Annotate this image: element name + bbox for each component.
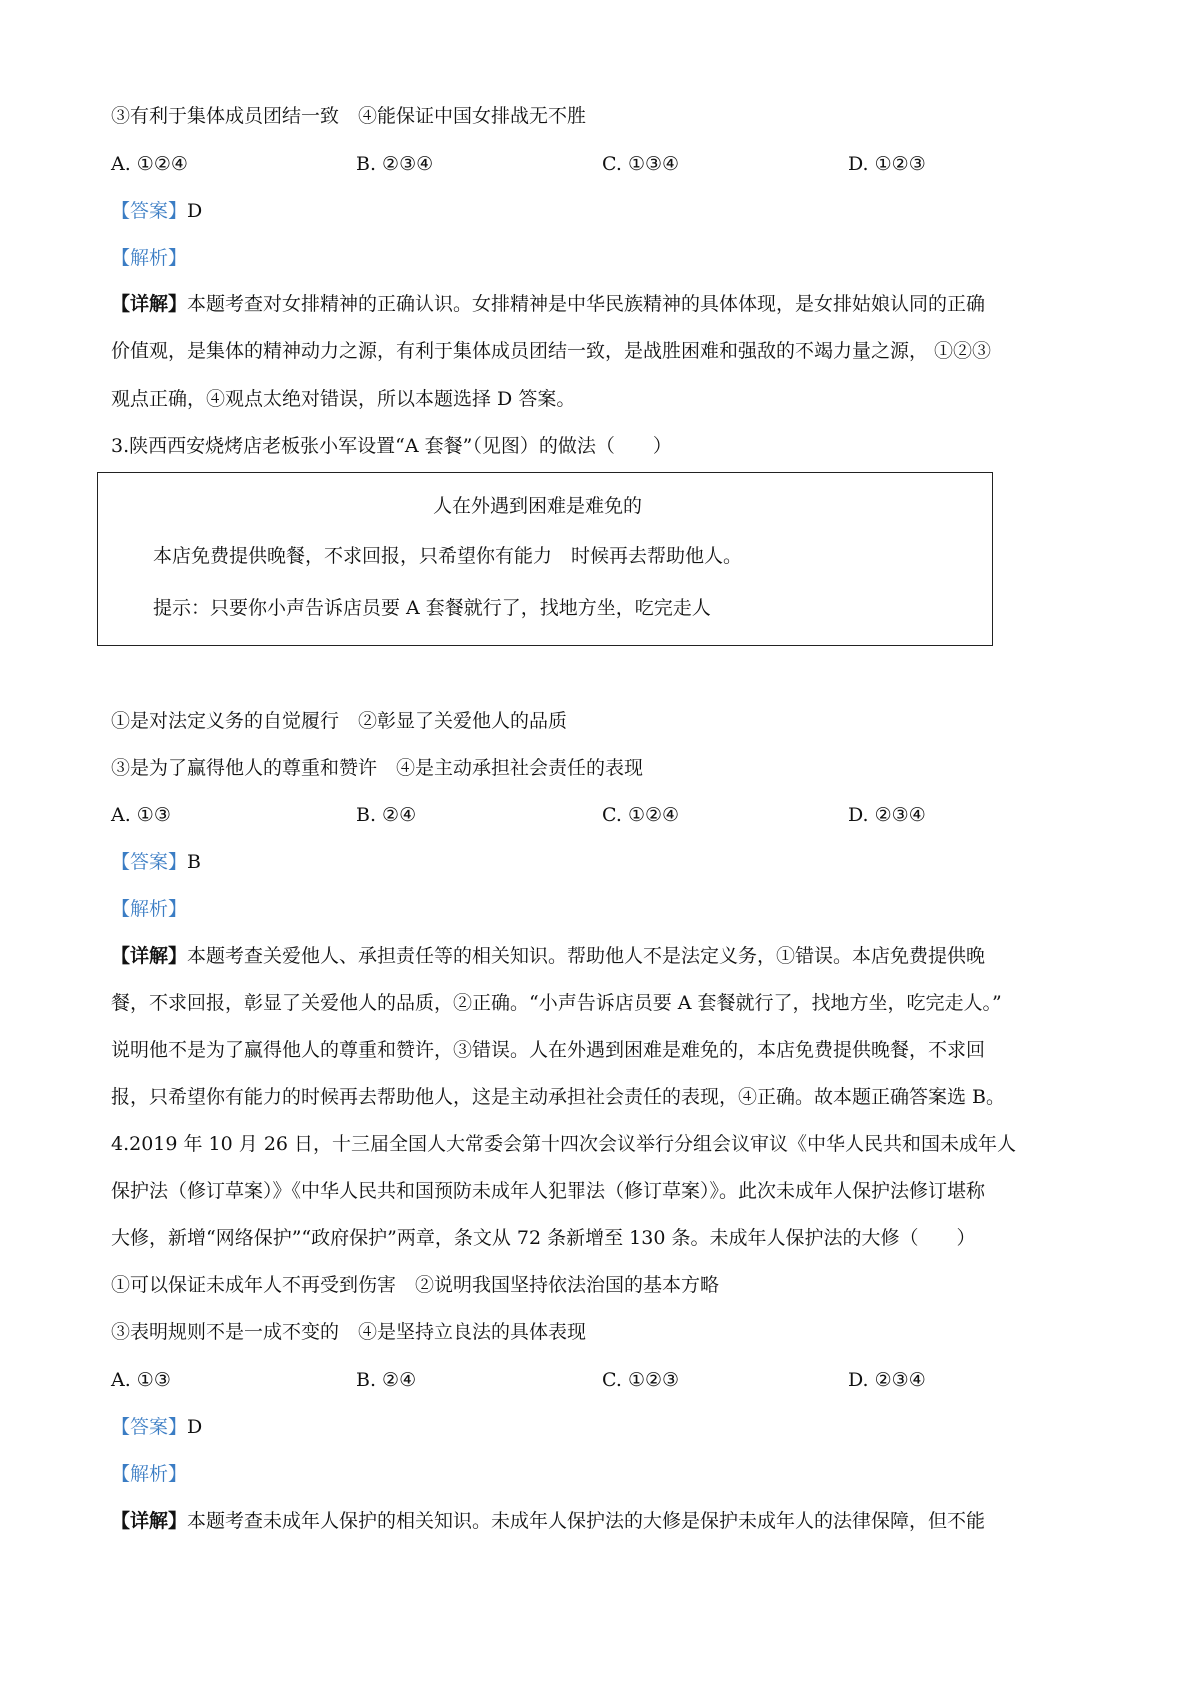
q3-stem: 3.陕西西安烧烤店老板张小军设置“A 套餐”（见图）的做法（ ） (111, 435, 672, 457)
q4-analysis-tag: 【解析】 (111, 1463, 188, 1485)
q2-choice-c: C. ①③④ (602, 153, 680, 175)
answer-value: D (187, 200, 203, 222)
answer-tag: 【答案】 (111, 1416, 188, 1438)
q2-choice-d: D. ①②③ (848, 153, 926, 175)
q3-analysis-tag: 【解析】 (111, 898, 188, 920)
q3-choice-b: B. ②④ (356, 804, 417, 826)
q3-notice-box (97, 472, 993, 646)
q4-choice-a: A. ①③ (111, 1369, 171, 1391)
detail-tag: 【详解】 (111, 945, 188, 967)
detail-tag: 【详解】 (111, 1510, 188, 1532)
q4-stem-line-3: 大修，新增“网络保护”“政府保护”两章，条文从 72 条新增至 130 条。未成年人保护法的大修（ ） (111, 1227, 976, 1249)
q4-stem-line-2: 保护法（修订草案）》《中华人民共和国预防未成年人犯罪法（修订草案）》。此次未成年人保护法修订堪称 (111, 1180, 986, 1202)
q4-choice-d: D. ②③④ (848, 1369, 926, 1391)
q3-option-line-2: ③是为了赢得他人的尊重和赞许 ④是主动承担社会责任的表现 (111, 757, 644, 779)
q4-option-line-1: ①可以保证未成年人不再受到伤害 ②说明我国坚持依法治国的基本方略 (111, 1274, 720, 1296)
q4-choice-c: C. ①②③ (602, 1369, 680, 1391)
q3-detail-line-3: 说明他不是为了赢得他人的尊重和赞许，③错误。人在外遇到困难是难免的，本店免费提供晚餐，不求回 (111, 1039, 986, 1061)
detail-text: 本题考查未成年人保护的相关知识。未成年人保护法的大修是保护未成年人的法律保障，但不能 (187, 1510, 986, 1532)
answer-value: D (187, 1416, 203, 1438)
q2-detail-line-3: 观点正确，④观点太绝对错误，所以本题选择 D 答案。 (111, 388, 576, 410)
q4-stem-line-1: 4.2019 年 10 月 26 日，十三届全国人大常委会第十四次会议举行分组会议审议《中华人民共和国未成年人 (111, 1133, 1017, 1155)
q2-detail-line-2: 价值观，是集体的精神动力之源，有利于集体成员团结一致，是战胜困难和强敌的不竭力量之源， ①②③ (111, 340, 992, 362)
q2-detail-line-1 (111, 291, 985, 317)
answer-tag: 【答案】 (111, 851, 188, 873)
q2-choice-a: A. ①②④ (111, 153, 188, 175)
q3-choice-a: A. ①③ (111, 804, 171, 826)
answer-value: B (187, 851, 201, 873)
q3-detail-line-1 (111, 943, 985, 969)
q2-choice-b: B. ②③④ (356, 153, 434, 175)
detail-text: 本题考查对女排精神的正确认识。女排精神是中华民族精神的具体体现，是女排姑娘认同的正确 (187, 293, 986, 315)
q2-option-line: ③有利于集体成员团结一致 ④能保证中国女排战无不胜 (111, 105, 587, 127)
q4-detail-line-1 (111, 1508, 985, 1534)
q3-answer (111, 849, 201, 875)
q4-option-line-2: ③表明规则不是一成不变的 ④是坚持立良法的具体表现 (111, 1321, 587, 1343)
detail-text: 本题考查关爱他人、承担责任等的相关知识。帮助他人不是法定义务，①错误。本店免费提供晚 (187, 945, 986, 967)
notice-line-2: 提示：只要你小声告诉店员要 A 套餐就行了，找地方坐，吃完走人 (153, 597, 711, 619)
notice-title: 人在外遇到困难是难免的 (433, 495, 643, 517)
q2-analysis-tag: 【解析】 (111, 247, 188, 269)
q3-detail-line-4: 报，只希望你有能力的时候再去帮助他人，这是主动承担社会责任的表现，④正确。故本题正确答案选 B。 (111, 1086, 1006, 1108)
q3-detail-line-2: 餐，不求回报，彰显了关爱他人的品质，②正确。“小声告诉店员要 A 套餐就行了，找地方坐，吃完走人。” (111, 992, 1002, 1014)
notice-line-1: 本店免费提供晚餐，不求回报，只希望你有能力 时候再去帮助他人。 (153, 545, 743, 567)
q3-choice-d: D. ②③④ (848, 804, 926, 826)
q2-answer (111, 198, 202, 224)
q3-choice-c: C. ①②④ (602, 804, 680, 826)
q4-choice-b: B. ②④ (356, 1369, 417, 1391)
q3-option-line-1: ①是对法定义务的自觉履行 ②彰显了关爱他人的品质 (111, 710, 568, 732)
answer-tag: 【答案】 (111, 200, 188, 222)
q4-answer (111, 1414, 202, 1440)
detail-tag: 【详解】 (111, 293, 188, 315)
